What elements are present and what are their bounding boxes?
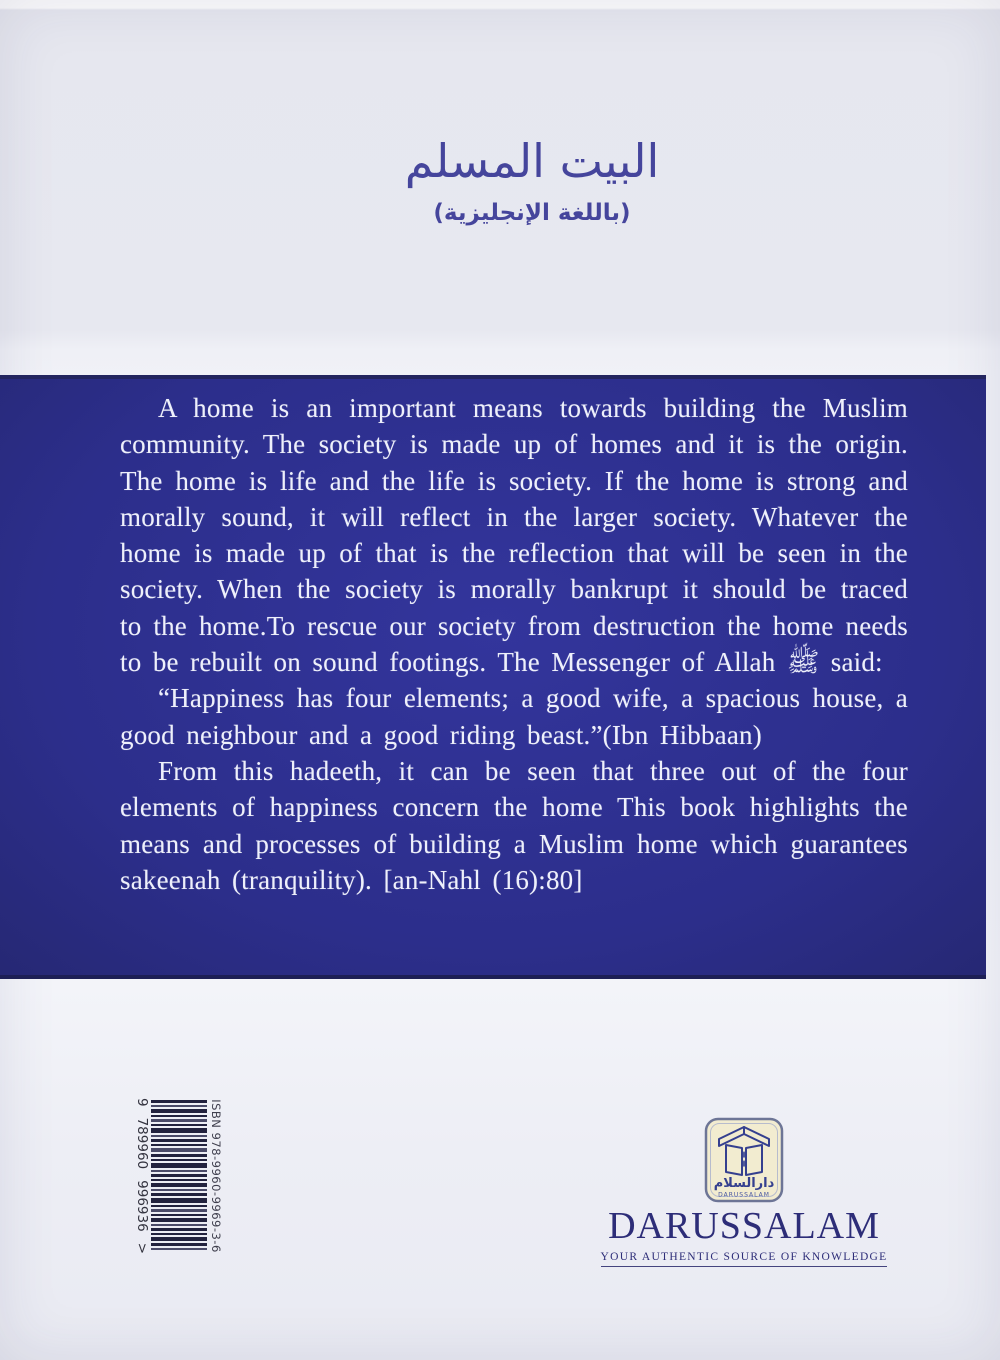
blurb-paragraph-2: “Happiness has four elements; a good wife, a spacious house, a good neighbour and a good riding beast.”(Ibn Hibbaan) bbox=[120, 683, 908, 750]
publisher-logo-block bbox=[590, 1116, 898, 1267]
ean-digit-group: 9 bbox=[134, 1098, 150, 1107]
ean-digit-group: 996936 bbox=[134, 1180, 150, 1232]
logo-arabic-calligraphy: دارالسلام bbox=[713, 1176, 775, 1191]
blurb-paragraph-3: From this hadeeth, it can be seen that three out of the four elements of happiness concern the home This book highlights the means and processes of building a Muslim home which guarantees sakeenah (tranquility). [an-Nahl (16):80] bbox=[120, 755, 908, 895]
publisher-name: DARUSSALAM bbox=[608, 1205, 880, 1247]
book-subtitle-arabic: (باللغة الإنجليزية) bbox=[433, 200, 631, 226]
logo-name-small: DARUSSALAM bbox=[718, 1191, 770, 1199]
ean-digit-group: 789960 bbox=[134, 1117, 150, 1170]
ean-end-marker: > bbox=[134, 1242, 150, 1254]
blurb-paragraph-1: A home is an important means towards building the Muslim community. The society is made up of homes and it is the origin. The home is life and the life is society. If the home is strong and morally sound, it will reflect in the larger society. Whatever the home is made up of that is the reflection that will be seen in the society. When the society is morally bankrupt it should be traced to the home.To rescue our society from destruction the home needs to be rebuilt on sound footings. The Messenger of Allah ﷺ said: bbox=[120, 393, 908, 678]
book-title-arabic: البيت المسلم bbox=[404, 134, 660, 188]
publisher-tagline: YOUR AUTHENTIC SOURCE OF KNOWLEDGE bbox=[601, 1251, 888, 1267]
isbn-barcode bbox=[127, 1096, 223, 1256]
barcode-bars-icon bbox=[151, 1096, 207, 1256]
ean-digits bbox=[134, 1096, 151, 1256]
blurb-panel bbox=[0, 375, 986, 979]
isbn-label: ISBN 978-9960-9969-3-6 bbox=[209, 1099, 223, 1253]
darussalam-logo-badge bbox=[702, 1116, 786, 1204]
